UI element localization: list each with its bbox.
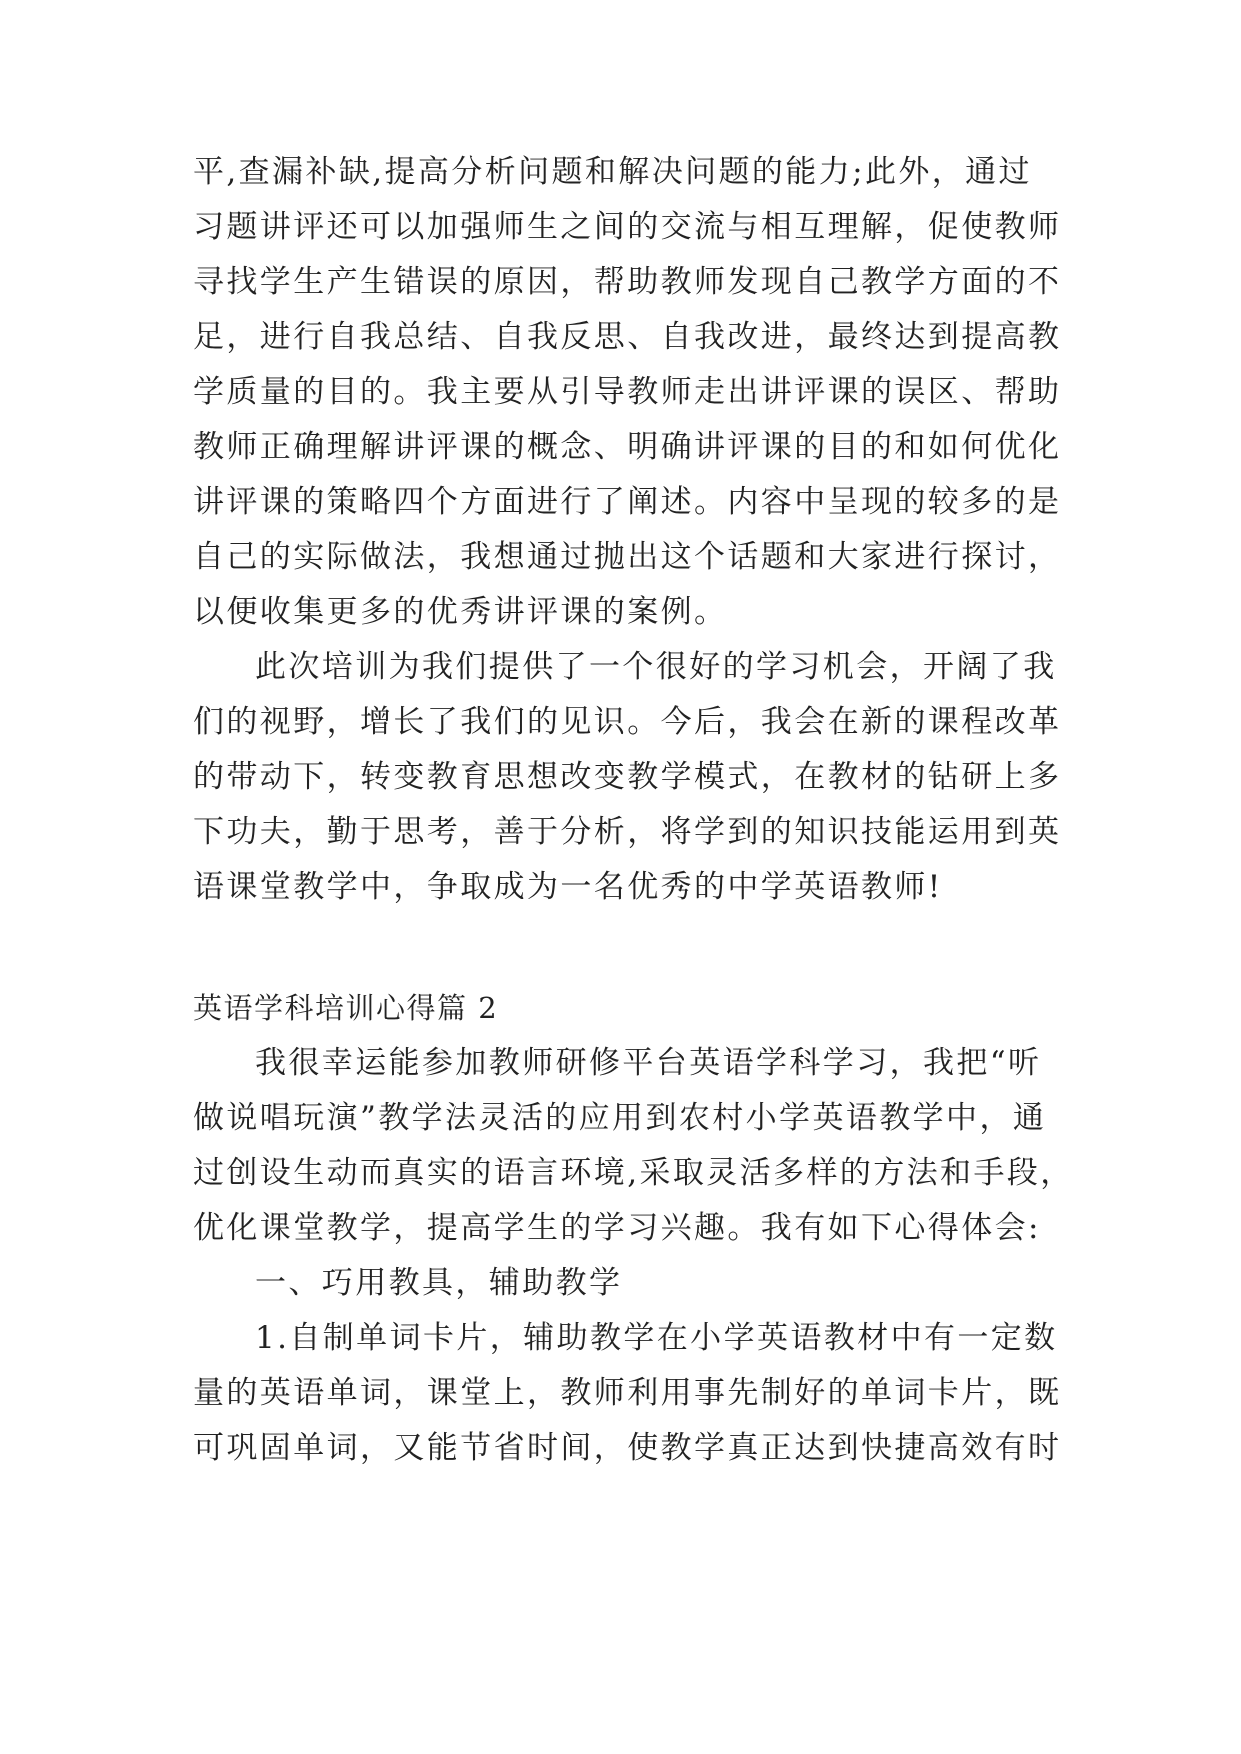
paragraph-line: 们的视野，增长了我们的见识。今后，我会在新的课程改革 — [193, 704, 1062, 740]
paragraph-line: 寻找学生产生错误的原因，帮助教师发现自己教学方面的不 — [193, 264, 1062, 300]
paragraph-line: 做说唱玩演”教学法灵活的应用到农村小学英语教学中，通 — [193, 1100, 1047, 1136]
paragraph-line: 量的英语单词，课堂上，教师利用事先制好的单词卡片，既 — [193, 1375, 1062, 1411]
paragraph-line: 过创设生动而真实的语言环境,采取灵活多样的方法和手段， — [193, 1155, 1074, 1191]
paragraph-line: 足，进行自我总结、自我反思、自我改进，最终达到提高教 — [193, 319, 1062, 355]
subheading-line: 一、巧用教具，辅助教学 — [255, 1265, 623, 1301]
paragraph-line: 优化课堂教学，提高学生的学习兴趣。我有如下心得体会: — [193, 1210, 1041, 1246]
paragraph-line: 此次培训为我们提供了一个很好的学习机会，开阔了我 — [255, 649, 1057, 685]
section-heading: 英语学科培训心得篇 2 — [193, 991, 499, 1025]
paragraph-line: 平,查漏补缺,提高分析问题和解决问题的能力;此外，通过 — [193, 154, 1032, 190]
paragraph-line: 讲评课的策略四个方面进行了阐述。内容中呈现的较多的是 — [193, 484, 1062, 520]
paragraph-line: 的带动下，转变教育思想改变教学模式，在教材的钻研上多 — [193, 759, 1062, 795]
paragraph-line: 自己的实际做法，我想通过抛出这个话题和大家进行探讨， — [193, 539, 1062, 575]
paragraph-line: 以便收集更多的优秀讲评课的案例。 — [193, 594, 728, 630]
paragraph-line: 可巩固单词，又能节省时间，使教学真正达到快捷高效有时 — [193, 1430, 1062, 1466]
paragraph-line: 学质量的目的。我主要从引导教师走出讲评课的误区、帮助 — [193, 374, 1062, 410]
paragraph-line: 1.自制单词卡片，辅助教学在小学英语教材中有一定数 — [255, 1320, 1058, 1356]
paragraph-line: 习题讲评还可以加强师生之间的交流与相互理解，促使教师 — [193, 209, 1062, 245]
paragraph-line: 语课堂教学中，争取成为一名优秀的中学英语教师! — [193, 869, 943, 905]
paragraph-line: 教师正确理解讲评课的概念、明确讲评课的目的和如何优化 — [193, 429, 1062, 465]
paragraph-line: 我很幸运能参加教师研修平台英语学科学习，我把“听 — [255, 1045, 1042, 1081]
paragraph-line: 下功夫，勤于思考，善于分析，将学到的知识技能运用到英 — [193, 814, 1062, 850]
